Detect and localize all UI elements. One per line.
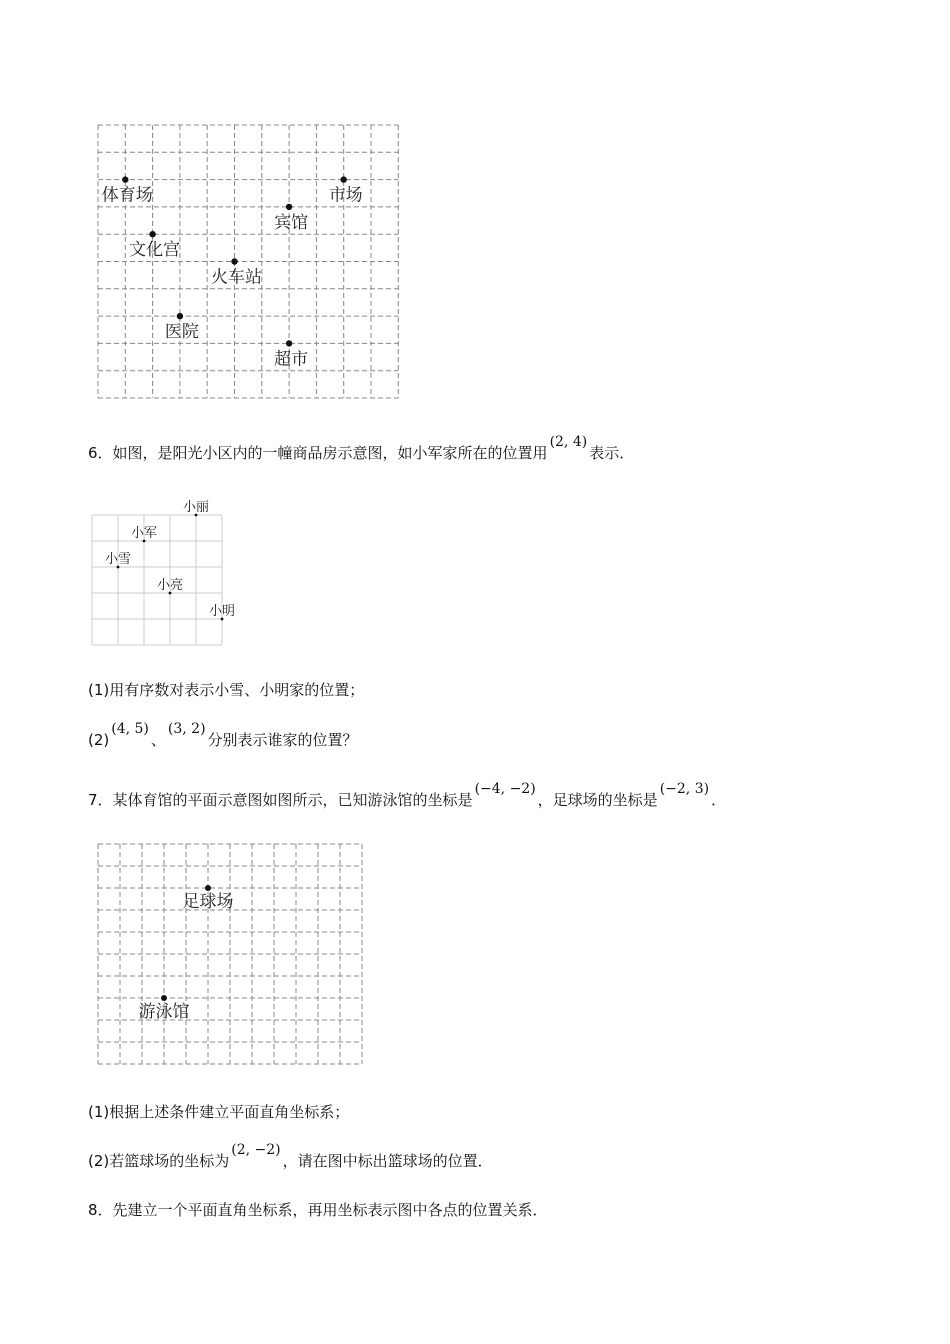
location-label: 小雪	[104, 552, 132, 567]
q6-sub2-coord-a: (4, 5)	[111, 721, 149, 737]
location-label: 火车站	[211, 267, 262, 288]
location-label: 游泳馆	[138, 1002, 190, 1022]
location-point	[286, 340, 292, 346]
q7-sub2-suffix: ，请在图中标出篮球场的位置．	[282, 1152, 493, 1170]
q6-sub2-prefix: (2)	[88, 731, 110, 749]
location-point	[286, 204, 292, 210]
location-point	[122, 176, 128, 182]
q7-sub1: (1)根据上述条件建立平面直角坐标系；	[88, 1103, 350, 1121]
location-point	[177, 313, 183, 319]
q6-sub2	[88, 721, 358, 751]
location-point	[231, 258, 237, 264]
q6-sub1: (1)用有序数对表示小雪、小明家的位置；	[88, 681, 365, 699]
q7-stem	[88, 781, 727, 811]
location-label: 宾馆	[274, 212, 309, 233]
location-point	[161, 995, 167, 1001]
location-label: 小丽	[182, 500, 210, 515]
q7-coord-b: (−2, 3)	[659, 781, 710, 797]
location-label: 小明	[208, 604, 236, 619]
location-point	[205, 885, 211, 891]
q6-sub2-suffix: 分别表示谁家的位置？	[207, 731, 358, 749]
q7-number: 7．	[88, 791, 113, 809]
grid-lines	[98, 844, 362, 1064]
q7-text-mid: ，足球场的坐标是	[537, 791, 658, 809]
location-label: 文化宫	[129, 240, 181, 261]
location-label: 体育场	[101, 185, 153, 206]
q8-stem	[88, 1200, 548, 1220]
location-point	[341, 176, 347, 182]
figure6-building-grid	[92, 500, 236, 645]
q6-coord: (2, 4)	[549, 434, 588, 450]
location-label: 小军	[130, 526, 158, 541]
q6-text-after: 表示．	[589, 444, 635, 462]
location-label: 小亮	[156, 578, 184, 593]
grid-lines	[98, 125, 398, 398]
q8-text: 先建立一个平面直角坐标系，再用坐标表示图中各点的位置关系．	[112, 1201, 548, 1219]
q7-text-after: ．	[711, 791, 727, 809]
q7-sub2-coord: (2, −2)	[231, 1142, 281, 1158]
figure1-map-grid	[98, 125, 400, 400]
location-point	[149, 231, 155, 237]
q6-stem	[88, 434, 635, 464]
q7-sub2	[88, 1142, 493, 1172]
q7-coord-a: (−4, −2)	[474, 781, 536, 797]
q7-sub2-prefix: (2)若篮球场的坐标为	[88, 1152, 230, 1170]
q6-number: 6．	[88, 444, 113, 462]
q6-sub2-coord-b: (3, 2)	[167, 721, 206, 737]
q6-sub2-sep: 、	[150, 731, 166, 749]
figure7-stadium-grid	[98, 844, 366, 1057]
q8-number: 8．	[88, 1201, 113, 1219]
location-label: 足球场	[182, 892, 234, 912]
q6-text-before: 如图，是阳光小区内的一幢商品房示意图，如小军家所在的位置用	[112, 444, 548, 462]
location-label: 市场	[328, 185, 363, 206]
location-label: 医院	[164, 322, 199, 343]
location-label: 超市	[274, 349, 309, 370]
q7-text-before: 某体育馆的平面示意图如图所示，已知游泳馆的坐标是	[112, 791, 473, 809]
